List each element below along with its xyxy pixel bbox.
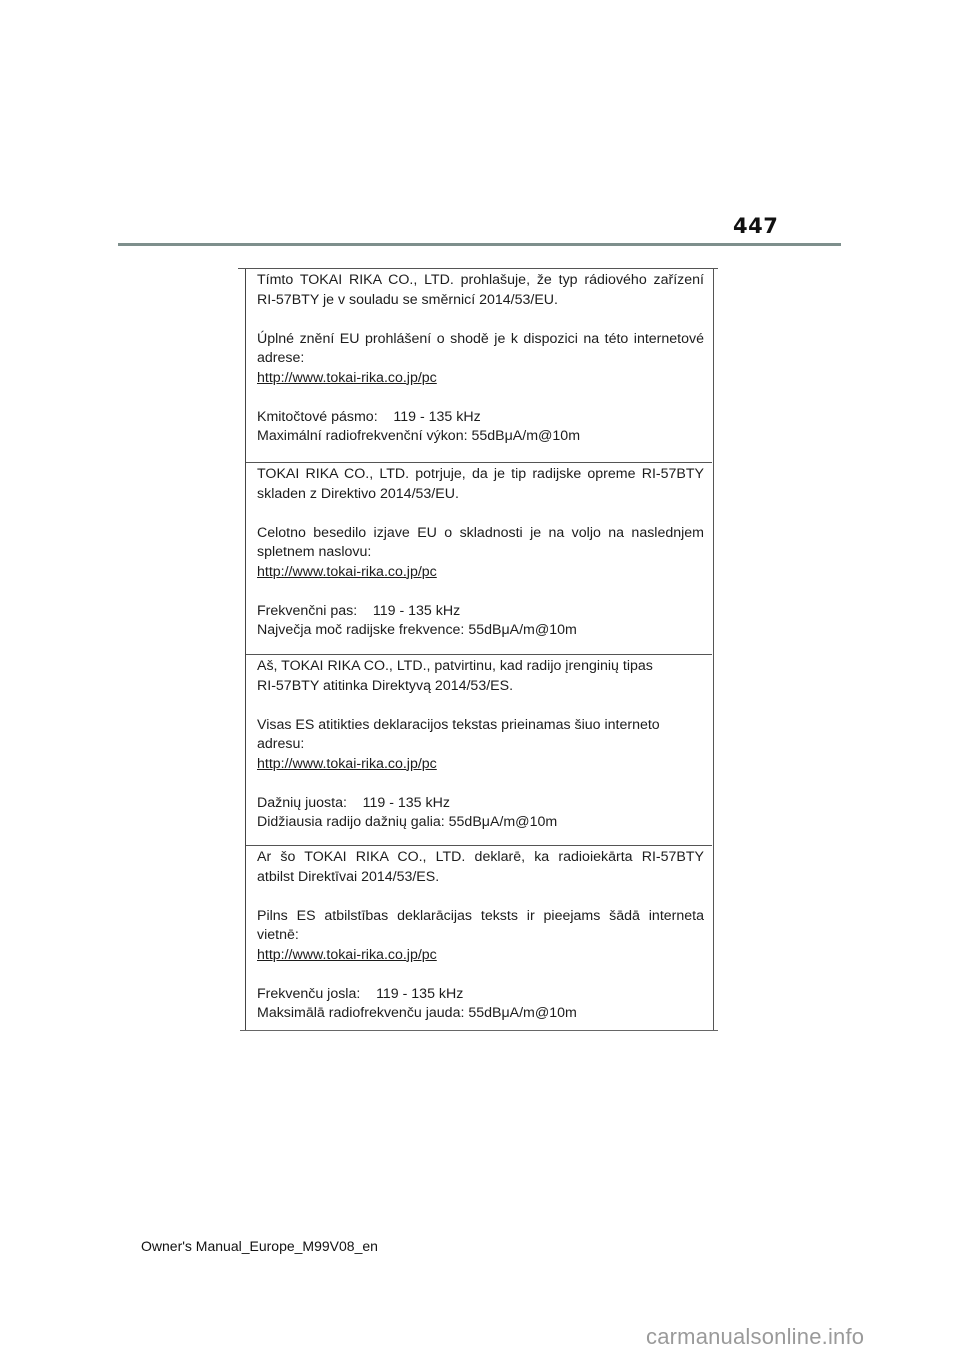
statement-line-2: skladen z Direktivo 2014/53/EU. xyxy=(257,485,459,502)
frequency-band: Frekvenčni pas: 119 - 135 kHz xyxy=(257,602,461,619)
declaration-url-link[interactable]: http://www.tokai-rika.co.jp/pc xyxy=(257,563,437,580)
fulltext-line-2: vietnē: xyxy=(257,927,299,943)
declaration-url-link[interactable]: http://www.tokai-rika.co.jp/pc xyxy=(257,755,437,772)
fulltext-line-2: spletnem naslovu: xyxy=(257,544,372,560)
declaration-latvian xyxy=(246,845,712,1024)
statement-line-1: Tímto TOKAI RIKA CO., LTD. prohlašuje, že typ rádiového zařízení xyxy=(257,272,704,288)
fulltext-line-1: Pilns ES atbilstības deklarācijas teksts ir pieejams šādā interneta xyxy=(257,907,704,924)
max-power: Didžiausia radijo dažnių galia: 55dBμA/m@10m xyxy=(257,814,558,830)
statement-line-2: atbilst Direktīvai 2014/53/ES. xyxy=(257,868,440,885)
watermark: carmanualsonline.info xyxy=(646,1324,865,1349)
declaration-url-link[interactable]: http://www.tokai-rika.co.jp/pc xyxy=(257,946,437,963)
frame-bottom-border xyxy=(240,1030,718,1031)
max-power: Največja moč radijske frekvence: 55dBμA/m@10m xyxy=(257,622,577,638)
frequency-band: Kmitočtové pásmo: 119 - 135 kHz xyxy=(257,408,481,425)
declaration-slovenian xyxy=(246,462,712,641)
declaration-url-link[interactable]: http://www.tokai-rika.co.jp/pc xyxy=(257,369,437,386)
frame-top-border xyxy=(238,268,718,269)
page-number: 447 xyxy=(733,214,779,238)
frequency-band: Dažnių juosta: 119 - 135 kHz xyxy=(257,794,450,811)
declaration-czech xyxy=(246,271,712,447)
manual-footer: Owner's Manual_Europe_M99V08_en xyxy=(141,1238,378,1254)
header-rule xyxy=(118,243,841,246)
max-power: Maksimālā radiofrekvenču jauda: 55dBμA/m@10m xyxy=(257,1005,577,1021)
declaration-lithuanian xyxy=(246,654,712,833)
fulltext-line-1: Visas ES atitikties deklaracijos tekstas prieinamas šiuo interneto xyxy=(257,716,660,733)
fulltext-line-2: adresu: xyxy=(257,736,305,752)
statement-line-1: Ar šo TOKAI RIKA CO., LTD. deklarē, ka radioiekārta RI-57BTY xyxy=(257,849,704,865)
statement-line-2: RI-57BTY atitinka Direktyvą 2014/53/ES. xyxy=(257,677,514,694)
max-power: Maximální radiofrekvenční výkon: 55dBμA/m@10m xyxy=(257,428,581,444)
fulltext-line-1: Úplné znění EU prohlášení o shodě je k dispozici na této internetové xyxy=(257,330,704,347)
frequency-band: Frekvenču josla: 119 - 135 kHz xyxy=(257,985,464,1002)
fulltext-line-1: Celotno besedilo izjave EU o skladnosti je na voljo na naslednjem xyxy=(257,524,704,541)
statement-line-1: Aš, TOKAI RIKA CO., LTD., patvirtinu, kad radijo įrenginių tipas xyxy=(257,658,653,674)
statement-line-2: RI-57BTY je v souladu se směrnicí 2014/53/EU. xyxy=(257,291,558,308)
fulltext-line-2: adrese: xyxy=(257,350,305,366)
statement-line-1: TOKAI RIKA CO., LTD. potrjuje, da je tip radijske opreme RI-57BTY xyxy=(257,466,704,482)
